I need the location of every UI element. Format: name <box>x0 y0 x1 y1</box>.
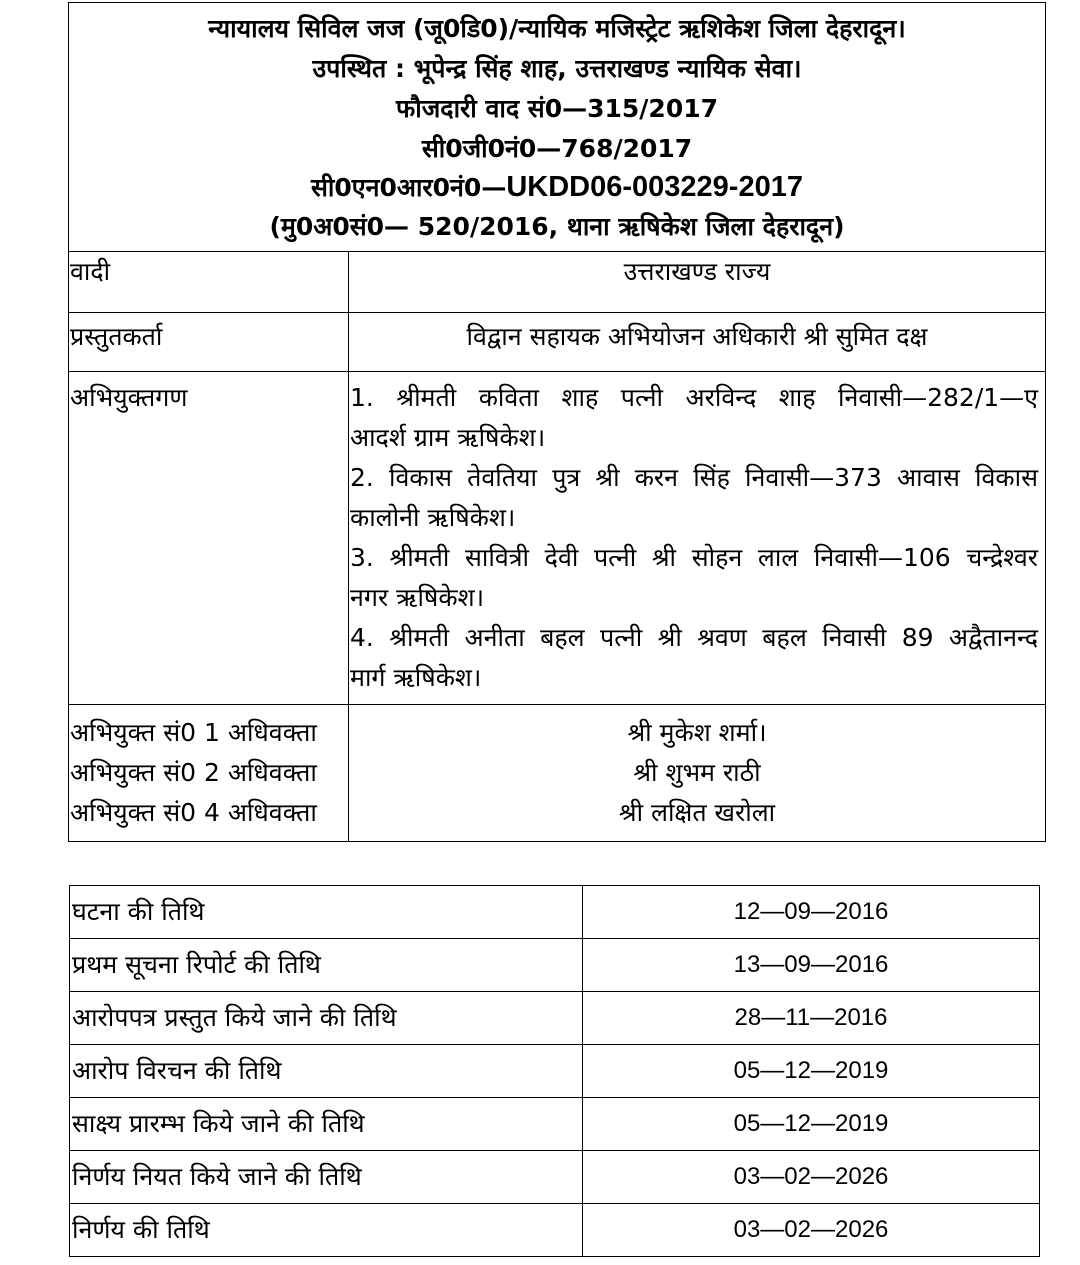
date-value: 28—11—2016 <box>583 992 1040 1045</box>
accused-1-line1: 1. श्रीमती कविता शाह पत्नी अरविन्द शाह निवासी—282/1—ए <box>350 383 1038 412</box>
advocate-labels <box>69 705 349 842</box>
date-value: 05—12—2019 <box>583 1098 1040 1151</box>
advocate-1-label: अभियुक्त सं0 1 अधिवक्ता <box>70 718 317 747</box>
court-title: न्यायालय सिविल जज (जू0डि0)/न्यायिक मजिस्ट्रेट ऋशिकेश जिला देहरादून। <box>208 14 906 43</box>
plaintiff-row <box>69 252 1046 313</box>
plaintiff-label: वादी <box>69 252 349 313</box>
accused-row <box>69 372 1046 705</box>
date-row <box>70 1045 1040 1098</box>
advocate-2-label: अभियुक्त सं0 2 अधिवक्ता <box>70 758 317 787</box>
accused-list <box>349 372 1046 705</box>
fir-details: (मु0अ0सं0— 520/2016, थाना ऋषिकेश जिला देहरादून) <box>269 212 845 241</box>
plaintiff-value: उत्तराखण्ड राज्य <box>349 252 1046 313</box>
date-value: 03—02—2026 <box>583 1151 1040 1204</box>
date-label: घटना की तिथि <box>70 886 583 939</box>
date-label: आरोपपत्र प्रस्तुत किये जाने की तिथि <box>70 992 583 1045</box>
presiding-officer: उपस्थित : भूपेन्द्र सिंह शाह, उत्तराखण्ड न्यायिक सेवा। <box>312 54 802 83</box>
date-label: निर्णय की तिथि <box>70 1204 583 1257</box>
date-value: 05—12—2019 <box>583 1045 1040 1098</box>
advocate-2-name: श्री शुभम राठी <box>633 758 761 787</box>
advocates-row <box>69 705 1046 842</box>
date-row <box>70 939 1040 992</box>
date-value: 03—02—2026 <box>583 1204 1040 1257</box>
accused-4-line2: मार्ग ऋषिकेश। <box>350 663 482 692</box>
accused-3-line1: 3. श्रीमती सावित्री देवी पत्नी श्री सोहन लाल निवासी—106 चन्द्रेश्वर <box>350 543 1038 572</box>
date-label: आरोप विरचन की तिथि <box>70 1045 583 1098</box>
accused-1-line2: आदर्श ग्राम ऋषिकेश। <box>350 423 546 452</box>
advocate-names <box>349 705 1046 842</box>
cg-number: सी0जी0नं0—768/2017 <box>421 134 693 163</box>
accused-3-line2: नगर ऋषिकेश। <box>350 583 485 612</box>
accused-4-line1: 4. श्रीमती अनीता बहल पत्नी श्री श्रवण बहल निवासी 89 अद्वैतानन्द <box>350 623 1038 652</box>
prosecutor-label: प्रस्तुतकर्ता <box>69 313 349 372</box>
accused-2-line1: 2. विकास तेवतिया पुत्र श्री करन सिंह निवासी—373 आवास विकास <box>350 463 1038 492</box>
advocate-3-label: अभियुक्त सं0 4 अधिवक्ता <box>70 798 317 827</box>
criminal-case-number: फौजदारी वाद सं0—315/2017 <box>396 94 718 123</box>
date-row <box>70 1204 1040 1257</box>
parties-table <box>68 251 1046 842</box>
prosecutor-row <box>69 313 1046 372</box>
advocate-3-name: श्री लक्षित खरोला <box>618 798 776 827</box>
date-row <box>70 886 1040 939</box>
date-row <box>70 1098 1040 1151</box>
date-value: 12—09—2016 <box>583 886 1040 939</box>
dates-table <box>69 885 1040 1257</box>
date-label: निर्णय नियत किये जाने की तिथि <box>70 1151 583 1204</box>
date-value: 13—09—2016 <box>583 939 1040 992</box>
date-label: साक्ष्य प्रारम्भ किये जाने की तिथि <box>70 1098 583 1151</box>
date-label: प्रथम सूचना रिपोर्ट की तिथि <box>70 939 583 992</box>
accused-2-line2: कालोनी ऋषिकेश। <box>350 503 516 532</box>
cnr-number: UKDD06-003229-2017 <box>506 171 803 203</box>
prosecutor-value: विद्वान सहायक अभियोजन अधिकारी श्री सुमित दक्ष <box>349 313 1046 372</box>
case-header <box>68 2 1046 251</box>
accused-label: अभियुक्तगण <box>69 372 349 705</box>
cnr-number-line <box>69 167 1045 208</box>
advocate-1-name: श्री मुकेश शर्मा। <box>627 718 767 747</box>
date-row <box>70 1151 1040 1204</box>
date-row <box>70 992 1040 1045</box>
cnr-prefix: सी0एन0आर0नं0— <box>311 173 507 202</box>
